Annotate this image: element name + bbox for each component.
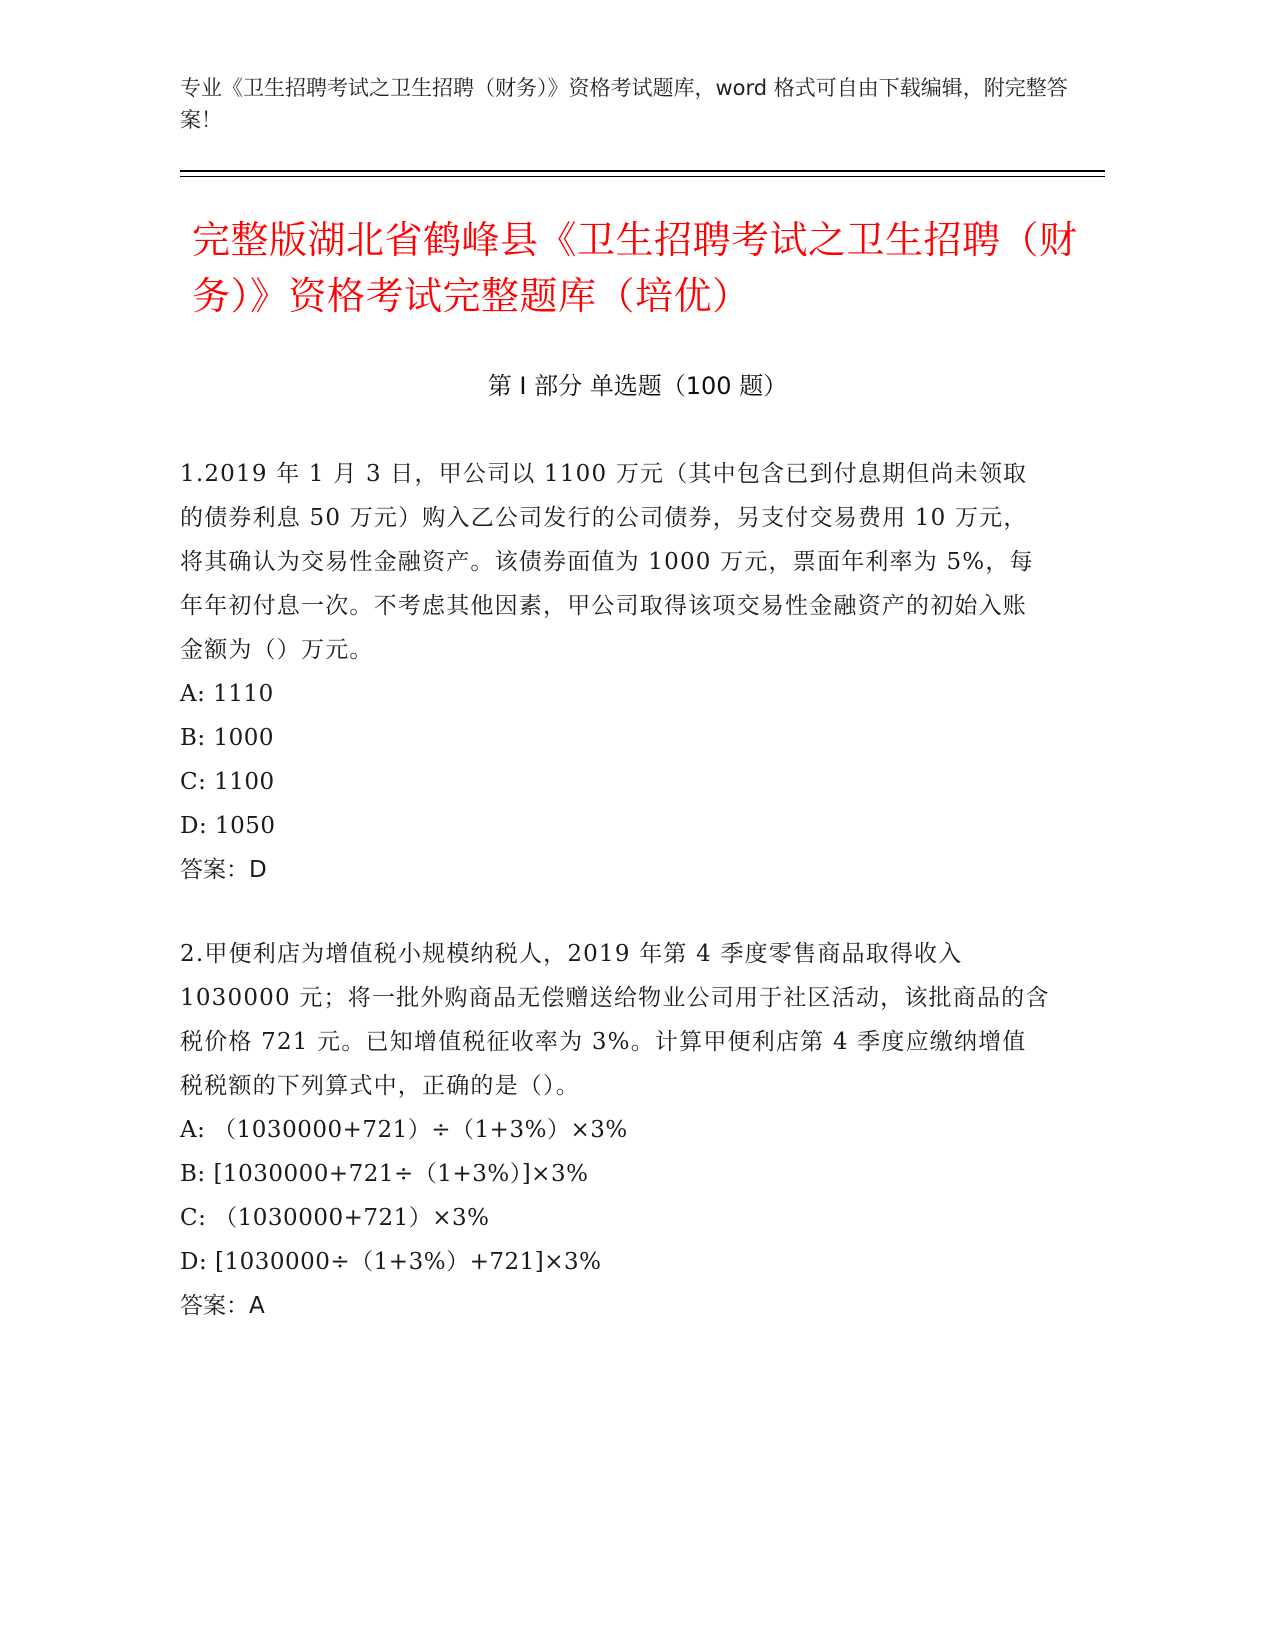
section-title: 第 I 部分 单选题（100 题） [487, 372, 788, 400]
question-item [180, 932, 1050, 1328]
header-divider-thin [180, 176, 1105, 177]
question-answer: 答案：A [180, 1293, 265, 1319]
header-divider-thick [180, 170, 1105, 172]
question-option-a: A: 1110 [180, 681, 274, 707]
question-option-d: D: 1050 [180, 813, 276, 839]
question-stem: 1.2019 年 1 月 3 日，甲公司以 1100 万元（其中包含已到付息期但尚未领取的债券利息 50 万元）购入乙公司发行的公司债券，另支付交易费用 10 万元，将其确认为交易性金融资产。该债券面值为 1000 万元，票面年利率为 5%，每年年初付息一次。不考虑其他因素，甲公司取得该项交易性金融资产的初始入账金额为（）万元。 [180, 461, 1034, 663]
question-option-c: C: 1100 [180, 769, 275, 795]
question-stem: 2.甲便利店为增值税小规模纳税人，2019 年第 4 季度零售商品取得收入 1030000 元；将一批外购商品无偿赠送给物业公司用于社区活动，该批商品的含税价格 721 元。已知增值税征收率为 3%。计算甲便利店第 4 季度应缴纳增值税税额的下列算式中，正确的是（）。 [180, 941, 1050, 1099]
question-option-b: B: [1030000+721÷（1+3%）]×3% [180, 1161, 589, 1187]
document-title: 完整版湖北省鹤峰县《卫生招聘考试之卫生招聘（财务）》资格考试完整题库（培优） [192, 218, 1078, 318]
header-note: 专业《卫生招聘考试之卫生招聘（财务）》资格考试题库，word 格式可自由下载编辑，附完整答案！ [180, 76, 1068, 132]
question-item [180, 452, 1050, 892]
question-option-a: A: （1030000+721）÷（1+3%）×3% [180, 1117, 628, 1143]
question-answer: 答案：D [180, 857, 267, 883]
question-option-b: B: 1000 [180, 725, 274, 751]
question-option-c: C: （1030000+721）×3% [180, 1205, 490, 1231]
question-option-d: D: [1030000÷（1+3%）+721]×3% [180, 1249, 602, 1275]
